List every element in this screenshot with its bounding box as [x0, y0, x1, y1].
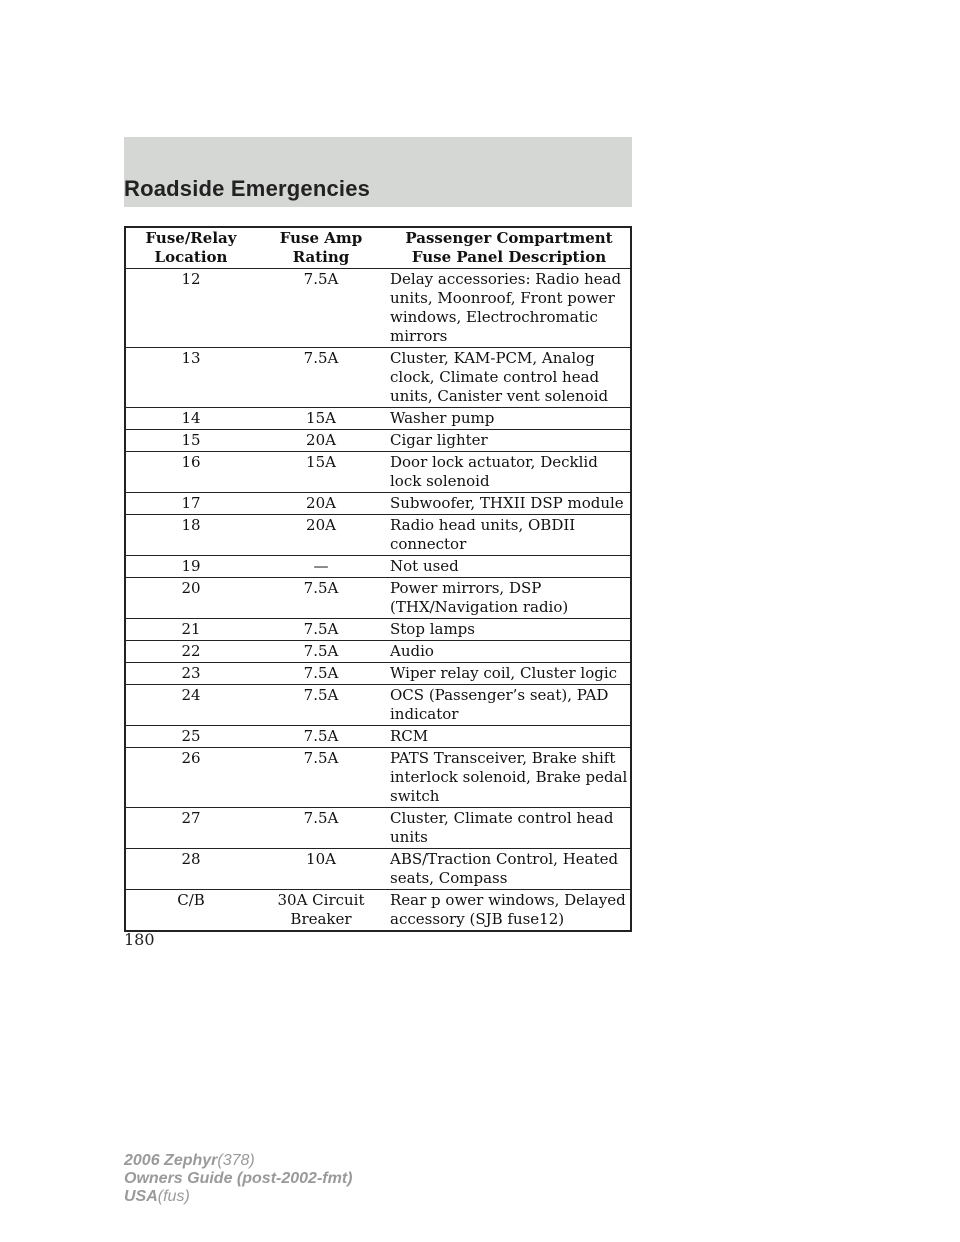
cell-rating: 7.5A	[256, 663, 386, 685]
footer-guide: Owners Guide (post-2002-fmt)	[124, 1170, 353, 1187]
footer-market: USA	[124, 1188, 158, 1205]
cell-rating: 20A	[256, 493, 386, 515]
cell-description: Delay accessories: Radio head units, Moonroof, Front power windows, Electrochromatic mirrors	[386, 269, 631, 348]
table-row	[125, 748, 631, 808]
cell-rating: 7.5A	[256, 685, 386, 726]
cell-description: Cigar lighter	[386, 430, 631, 452]
cell-location: 20	[125, 578, 256, 619]
cell-rating: 7.5A	[256, 726, 386, 748]
cell-location: 19	[125, 556, 256, 578]
table-row	[125, 726, 631, 748]
table-header-row	[125, 227, 631, 269]
cell-description: OCS (Passenger’s seat), PAD indicator	[386, 685, 631, 726]
cell-rating: 7.5A	[256, 578, 386, 619]
cell-location: 13	[125, 348, 256, 408]
cell-location: C/B	[125, 890, 256, 932]
cell-location: 27	[125, 808, 256, 849]
cell-location: 28	[125, 849, 256, 890]
footer-model-code: (378)	[217, 1152, 255, 1169]
cell-location: 18	[125, 515, 256, 556]
table-row	[125, 663, 631, 685]
cell-description: Rear p ower windows, Delayed accessory (SJB fuse12)	[386, 890, 631, 932]
cell-rating: 15A	[256, 408, 386, 430]
cell-location: 25	[125, 726, 256, 748]
cell-location: 23	[125, 663, 256, 685]
cell-description: Power mirrors, DSP (THX/Navigation radio)	[386, 578, 631, 619]
cell-description: Audio	[386, 641, 631, 663]
cell-rating: 20A	[256, 515, 386, 556]
table-row	[125, 578, 631, 619]
table-row	[125, 641, 631, 663]
table-row	[125, 408, 631, 430]
column-header-location: Fuse/Relay Location	[125, 227, 256, 269]
footer-line-2	[124, 1170, 352, 1188]
cell-location: 15	[125, 430, 256, 452]
cell-location: 17	[125, 493, 256, 515]
cell-description: Not used	[386, 556, 631, 578]
cell-location: 24	[125, 685, 256, 726]
cell-rating: 30A Circuit Breaker	[256, 890, 386, 932]
column-header-rating: Fuse Amp Rating	[256, 227, 386, 269]
table-row	[125, 430, 631, 452]
cell-description: Washer pump	[386, 408, 631, 430]
table-row	[125, 452, 631, 493]
cell-description: Cluster, KAM-PCM, Analog clock, Climate control head units, Canister vent solenoid	[386, 348, 631, 408]
cell-rating: 7.5A	[256, 619, 386, 641]
cell-description: Stop lamps	[386, 619, 631, 641]
section-title: Roadside Emergencies	[124, 176, 371, 201]
cell-rating: 7.5A	[256, 808, 386, 849]
footer-line-1	[124, 1152, 352, 1170]
cell-rating: 7.5A	[256, 348, 386, 408]
table-row	[125, 556, 631, 578]
footer	[124, 1152, 352, 1206]
fuse-table	[124, 226, 632, 932]
table-row	[125, 348, 631, 408]
cell-location: 26	[125, 748, 256, 808]
cell-description: Radio head units, OBDII connector	[386, 515, 631, 556]
cell-description: Wiper relay coil, Cluster logic	[386, 663, 631, 685]
cell-description: Subwoofer, THXII DSP module	[386, 493, 631, 515]
cell-location: 16	[125, 452, 256, 493]
table-row	[125, 890, 631, 932]
footer-model: 2006 Zephyr	[124, 1152, 218, 1169]
table-row	[125, 269, 631, 348]
table-row	[125, 808, 631, 849]
cell-description: ABS/Traction Control, Heated seats, Compass	[386, 849, 631, 890]
cell-description: Cluster, Climate control head units	[386, 808, 631, 849]
table-row	[125, 849, 631, 890]
cell-rating: 7.5A	[256, 641, 386, 663]
table-row	[125, 619, 631, 641]
cell-description: RCM	[386, 726, 631, 748]
cell-description: PATS Transceiver, Brake shift interlock solenoid, Brake pedal switch	[386, 748, 631, 808]
cell-description: Door lock actuator, Decklid lock solenoid	[386, 452, 631, 493]
cell-location: 22	[125, 641, 256, 663]
cell-rating: 7.5A	[256, 748, 386, 808]
cell-rating: 20A	[256, 430, 386, 452]
cell-rating: —	[256, 556, 386, 578]
cell-rating: 15A	[256, 452, 386, 493]
table-row	[125, 685, 631, 726]
cell-location: 21	[125, 619, 256, 641]
cell-location: 12	[125, 269, 256, 348]
cell-rating: 7.5A	[256, 269, 386, 348]
cell-location: 14	[125, 408, 256, 430]
column-header-description: Passenger Compartment Fuse Panel Description	[386, 227, 631, 269]
footer-line-3	[124, 1188, 352, 1206]
cell-rating: 10A	[256, 849, 386, 890]
table-body	[125, 269, 631, 932]
footer-market-code: (fus)	[157, 1188, 190, 1205]
table-row	[125, 515, 631, 556]
page-number: 180	[124, 930, 155, 949]
table-row	[125, 493, 631, 515]
